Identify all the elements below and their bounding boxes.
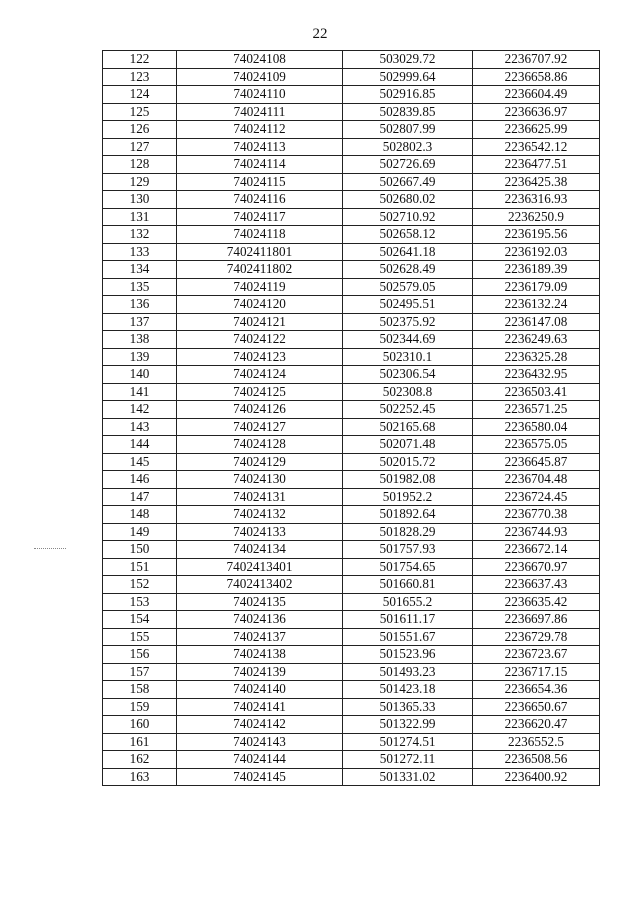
x-coordinate-cell: 501952.2: [343, 488, 473, 506]
point-id-cell: 74024113: [177, 138, 343, 156]
y-coordinate-cell: 2236672.14: [473, 541, 600, 559]
y-coordinate-cell: 2236717.15: [473, 663, 600, 681]
x-coordinate-cell: 501551.67: [343, 628, 473, 646]
point-id-cell: 74024138: [177, 646, 343, 664]
row-number-cell: 138: [103, 331, 177, 349]
y-coordinate-cell: 2236635.42: [473, 593, 600, 611]
table-row: [103, 453, 600, 471]
y-coordinate-cell: 2236249.63: [473, 331, 600, 349]
table-row: [103, 768, 600, 786]
row-number-cell: 125: [103, 103, 177, 121]
x-coordinate-cell: 502641.18: [343, 243, 473, 261]
y-coordinate-cell: 2236670.97: [473, 558, 600, 576]
x-coordinate-cell: 502802.3: [343, 138, 473, 156]
x-coordinate-cell: 503029.72: [343, 51, 473, 69]
point-id-cell: 74024122: [177, 331, 343, 349]
x-coordinate-cell: 502999.64: [343, 68, 473, 86]
table-row: [103, 121, 600, 139]
y-coordinate-cell: 2236400.92: [473, 768, 600, 786]
x-coordinate-cell: 502375.92: [343, 313, 473, 331]
point-id-cell: 74024127: [177, 418, 343, 436]
table-row: [103, 576, 600, 594]
point-id-cell: 74024144: [177, 751, 343, 769]
point-id-cell: 74024118: [177, 226, 343, 244]
x-coordinate-cell: 501423.18: [343, 681, 473, 699]
row-number-cell: 134: [103, 261, 177, 279]
table-row: [103, 751, 600, 769]
table-row: [103, 296, 600, 314]
row-number-cell: 128: [103, 156, 177, 174]
point-id-cell: 74024143: [177, 733, 343, 751]
x-coordinate-cell: 501655.2: [343, 593, 473, 611]
y-coordinate-cell: 2236325.28: [473, 348, 600, 366]
point-id-cell: 74024123: [177, 348, 343, 366]
y-coordinate-cell: 2236432.95: [473, 366, 600, 384]
y-coordinate-cell: 2236542.12: [473, 138, 600, 156]
y-coordinate-cell: 2236147.08: [473, 313, 600, 331]
x-coordinate-cell: 501828.29: [343, 523, 473, 541]
y-coordinate-cell: 2236179.09: [473, 278, 600, 296]
x-coordinate-cell: 502680.02: [343, 191, 473, 209]
point-id-cell: 74024142: [177, 716, 343, 734]
row-number-cell: 157: [103, 663, 177, 681]
point-id-cell: 74024109: [177, 68, 343, 86]
table-row: [103, 488, 600, 506]
x-coordinate-cell: 501757.93: [343, 541, 473, 559]
row-number-cell: 150: [103, 541, 177, 559]
table-row: [103, 401, 600, 419]
x-coordinate-cell: 502839.85: [343, 103, 473, 121]
point-id-cell: 74024121: [177, 313, 343, 331]
table-row: [103, 103, 600, 121]
table-row: [103, 278, 600, 296]
point-id-cell: 74024135: [177, 593, 343, 611]
row-number-cell: 145: [103, 453, 177, 471]
row-number-cell: 135: [103, 278, 177, 296]
x-coordinate-cell: 502807.99: [343, 121, 473, 139]
x-coordinate-cell: 501523.96: [343, 646, 473, 664]
x-coordinate-cell: 502310.1: [343, 348, 473, 366]
y-coordinate-cell: 2236636.97: [473, 103, 600, 121]
x-coordinate-cell: 502306.54: [343, 366, 473, 384]
row-number-cell: 129: [103, 173, 177, 191]
x-coordinate-cell: 501982.08: [343, 471, 473, 489]
x-coordinate-cell: 502579.05: [343, 278, 473, 296]
point-id-cell: 74024136: [177, 611, 343, 629]
table-row: [103, 68, 600, 86]
x-coordinate-cell: 502165.68: [343, 418, 473, 436]
point-id-cell: 74024114: [177, 156, 343, 174]
y-coordinate-cell: 2236697.86: [473, 611, 600, 629]
table-row: [103, 86, 600, 104]
x-coordinate-cell: 501660.81: [343, 576, 473, 594]
table-row: [103, 681, 600, 699]
x-coordinate-cell: 501331.02: [343, 768, 473, 786]
y-coordinate-cell: 2236250.9: [473, 208, 600, 226]
point-id-cell: 74024145: [177, 768, 343, 786]
point-id-cell: 7402411801: [177, 243, 343, 261]
x-coordinate-cell: 502916.85: [343, 86, 473, 104]
x-coordinate-cell: 502495.51: [343, 296, 473, 314]
y-coordinate-cell: 2236658.86: [473, 68, 600, 86]
y-coordinate-cell: 2236508.56: [473, 751, 600, 769]
row-number-cell: 148: [103, 506, 177, 524]
y-coordinate-cell: 2236477.51: [473, 156, 600, 174]
x-coordinate-cell: 502726.69: [343, 156, 473, 174]
row-number-cell: 159: [103, 698, 177, 716]
x-coordinate-cell: 502710.92: [343, 208, 473, 226]
x-coordinate-cell: 502071.48: [343, 436, 473, 454]
point-id-cell: 74024133: [177, 523, 343, 541]
row-number-cell: 153: [103, 593, 177, 611]
table-row: [103, 698, 600, 716]
x-coordinate-cell: 502308.8: [343, 383, 473, 401]
point-id-cell: 74024130: [177, 471, 343, 489]
point-id-cell: 74024134: [177, 541, 343, 559]
point-id-cell: 7402411802: [177, 261, 343, 279]
x-coordinate-cell: 502015.72: [343, 453, 473, 471]
row-number-cell: 139: [103, 348, 177, 366]
row-number-cell: 132: [103, 226, 177, 244]
row-number-cell: 130: [103, 191, 177, 209]
row-number-cell: 140: [103, 366, 177, 384]
table-row: [103, 646, 600, 664]
table-row: [103, 208, 600, 226]
y-coordinate-cell: 2236189.39: [473, 261, 600, 279]
row-number-cell: 144: [103, 436, 177, 454]
table-row: [103, 383, 600, 401]
row-number-cell: 137: [103, 313, 177, 331]
point-id-cell: 74024110: [177, 86, 343, 104]
x-coordinate-cell: 501274.51: [343, 733, 473, 751]
x-coordinate-cell: 501365.33: [343, 698, 473, 716]
row-number-cell: 162: [103, 751, 177, 769]
x-coordinate-cell: 501611.17: [343, 611, 473, 629]
y-coordinate-cell: 2236744.93: [473, 523, 600, 541]
row-number-cell: 136: [103, 296, 177, 314]
row-number-cell: 147: [103, 488, 177, 506]
y-coordinate-cell: 2236192.03: [473, 243, 600, 261]
point-id-cell: 74024112: [177, 121, 343, 139]
table-row: [103, 611, 600, 629]
point-id-cell: 7402413401: [177, 558, 343, 576]
point-id-cell: 74024111: [177, 103, 343, 121]
row-number-cell: 154: [103, 611, 177, 629]
row-number-cell: 155: [103, 628, 177, 646]
row-number-cell: 141: [103, 383, 177, 401]
point-id-cell: 74024115: [177, 173, 343, 191]
y-coordinate-cell: 2236620.47: [473, 716, 600, 734]
y-coordinate-cell: 2236645.87: [473, 453, 600, 471]
point-id-cell: 74024129: [177, 453, 343, 471]
y-coordinate-cell: 2236724.45: [473, 488, 600, 506]
table-row: [103, 51, 600, 69]
table-row: [103, 366, 600, 384]
table-row: [103, 348, 600, 366]
row-number-cell: 161: [103, 733, 177, 751]
point-id-cell: 74024139: [177, 663, 343, 681]
point-id-cell: 74024126: [177, 401, 343, 419]
point-id-cell: 74024120: [177, 296, 343, 314]
row-number-cell: 146: [103, 471, 177, 489]
row-number-cell: 142: [103, 401, 177, 419]
row-number-cell: 158: [103, 681, 177, 699]
table-row: [103, 436, 600, 454]
x-coordinate-cell: 502252.45: [343, 401, 473, 419]
point-id-cell: 74024108: [177, 51, 343, 69]
point-id-cell: 7402413402: [177, 576, 343, 594]
y-coordinate-cell: 2236707.92: [473, 51, 600, 69]
x-coordinate-cell: 502628.49: [343, 261, 473, 279]
x-coordinate-cell: 501892.64: [343, 506, 473, 524]
row-number-cell: 133: [103, 243, 177, 261]
row-number-cell: 122: [103, 51, 177, 69]
y-coordinate-cell: 2236503.41: [473, 383, 600, 401]
y-coordinate-cell: 2236195.56: [473, 226, 600, 244]
table-row: [103, 138, 600, 156]
row-number-cell: 151: [103, 558, 177, 576]
table-row: [103, 628, 600, 646]
table-row: [103, 191, 600, 209]
y-coordinate-cell: 2236580.04: [473, 418, 600, 436]
point-id-cell: 74024128: [177, 436, 343, 454]
table-row: [103, 663, 600, 681]
x-coordinate-cell: 502667.49: [343, 173, 473, 191]
row-number-cell: 160: [103, 716, 177, 734]
table-row: [103, 261, 600, 279]
table-row: [103, 593, 600, 611]
row-number-cell: 126: [103, 121, 177, 139]
table-row: [103, 558, 600, 576]
x-coordinate-cell: 501272.11: [343, 751, 473, 769]
x-coordinate-cell: 502344.69: [343, 331, 473, 349]
table-row: [103, 471, 600, 489]
coordinates-table: [102, 50, 600, 786]
row-number-cell: 163: [103, 768, 177, 786]
table-row: [103, 733, 600, 751]
point-id-cell: 74024131: [177, 488, 343, 506]
y-coordinate-cell: 2236650.67: [473, 698, 600, 716]
table-body: [103, 51, 600, 786]
row-number-cell: 124: [103, 86, 177, 104]
y-coordinate-cell: 2236575.05: [473, 436, 600, 454]
y-coordinate-cell: 2236729.78: [473, 628, 600, 646]
x-coordinate-cell: 501754.65: [343, 558, 473, 576]
table-row: [103, 313, 600, 331]
table-row: [103, 541, 600, 559]
point-id-cell: 74024132: [177, 506, 343, 524]
point-id-cell: 74024125: [177, 383, 343, 401]
point-id-cell: 74024140: [177, 681, 343, 699]
y-coordinate-cell: 2236637.43: [473, 576, 600, 594]
table-row: [103, 506, 600, 524]
point-id-cell: 74024137: [177, 628, 343, 646]
point-id-cell: 74024124: [177, 366, 343, 384]
table-row: [103, 156, 600, 174]
margin-mark: [34, 548, 66, 549]
table-row: [103, 418, 600, 436]
table-row: [103, 226, 600, 244]
page-number: 22: [312, 26, 328, 42]
y-coordinate-cell: 2236770.38: [473, 506, 600, 524]
y-coordinate-cell: 2236654.36: [473, 681, 600, 699]
table-row: [103, 716, 600, 734]
x-coordinate-cell: 502658.12: [343, 226, 473, 244]
y-coordinate-cell: 2236625.99: [473, 121, 600, 139]
point-id-cell: 74024119: [177, 278, 343, 296]
table-row: [103, 331, 600, 349]
x-coordinate-cell: 501322.99: [343, 716, 473, 734]
point-id-cell: 74024116: [177, 191, 343, 209]
y-coordinate-cell: 2236723.67: [473, 646, 600, 664]
y-coordinate-cell: 2236316.93: [473, 191, 600, 209]
point-id-cell: 74024117: [177, 208, 343, 226]
row-number-cell: 143: [103, 418, 177, 436]
table-row: [103, 243, 600, 261]
y-coordinate-cell: 2236552.5: [473, 733, 600, 751]
y-coordinate-cell: 2236571.25: [473, 401, 600, 419]
row-number-cell: 149: [103, 523, 177, 541]
y-coordinate-cell: 2236704.48: [473, 471, 600, 489]
x-coordinate-cell: 501493.23: [343, 663, 473, 681]
y-coordinate-cell: 2236132.24: [473, 296, 600, 314]
table-row: [103, 523, 600, 541]
point-id-cell: 74024141: [177, 698, 343, 716]
row-number-cell: 156: [103, 646, 177, 664]
row-number-cell: 152: [103, 576, 177, 594]
table-row: [103, 173, 600, 191]
y-coordinate-cell: 2236604.49: [473, 86, 600, 104]
row-number-cell: 123: [103, 68, 177, 86]
row-number-cell: 131: [103, 208, 177, 226]
row-number-cell: 127: [103, 138, 177, 156]
y-coordinate-cell: 2236425.38: [473, 173, 600, 191]
